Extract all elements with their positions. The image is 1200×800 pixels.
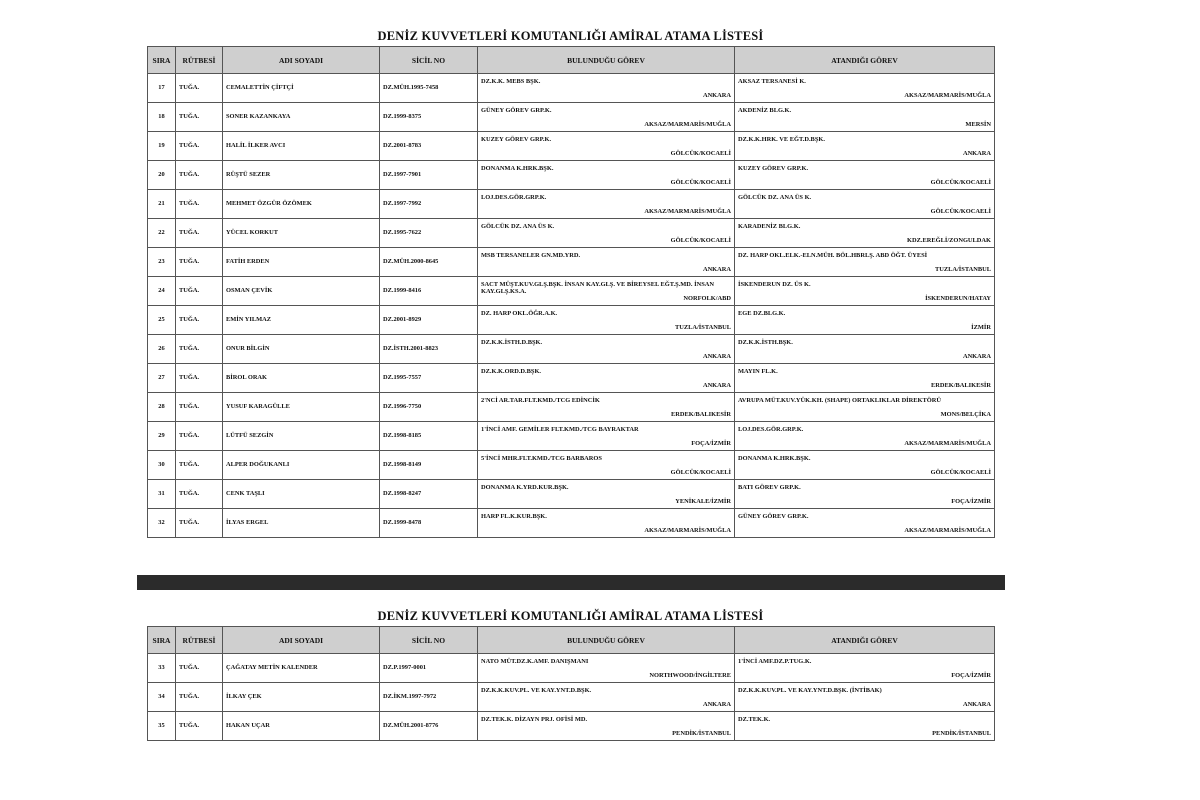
row-rutbe: TUĞA. — [176, 480, 223, 509]
row-sicil-no: DZ.2001-8929 — [380, 306, 478, 335]
row-atandigi-gorev — [738, 393, 991, 420]
row-bulundugu-gorev-cell — [478, 306, 735, 335]
row-rutbe: TUĞA. — [176, 335, 223, 364]
row-bulundugu-gorev — [481, 103, 731, 130]
col-header-sicil: SİCİL NO — [380, 47, 478, 74]
row-bulundugu-gorev-location: ANKARA — [702, 700, 731, 708]
col-header-bulundugu: BULUNDUĞU GÖREV — [478, 47, 735, 74]
table-row — [148, 509, 995, 538]
row-bulundugu-gorev-cell — [478, 364, 735, 393]
row-sira: 25 — [148, 306, 176, 335]
row-ad-soyad: ONUR BİLGİN — [223, 335, 380, 364]
table-row — [148, 161, 995, 190]
row-atandigi-gorev — [738, 335, 991, 362]
row-atandigi-gorev-location: FOÇA/İZMİR — [951, 497, 991, 505]
row-sira: 24 — [148, 277, 176, 306]
table-row — [148, 451, 995, 480]
table-body-1 — [148, 74, 995, 538]
row-bulundugu-gorev-location: ANKARA — [702, 381, 731, 389]
col-header-atandigi: ATANDIĞI GÖREV — [735, 47, 995, 74]
row-sira: 27 — [148, 364, 176, 393]
row-atandigi-gorev-cell — [735, 248, 995, 277]
row-atandigi-gorev-cell — [735, 393, 995, 422]
row-sira: 30 — [148, 451, 176, 480]
row-atandigi-gorev — [738, 712, 991, 739]
row-bulundugu-gorev-cell — [478, 712, 735, 741]
col-header-rutbe: RÜTBESİ — [176, 47, 223, 74]
row-atandigi-gorev-unit: EGE DZ.BLG.K. — [738, 310, 786, 317]
row-atandigi-gorev — [738, 248, 991, 275]
row-sicil-no: DZ.İKM.1997-7972 — [380, 683, 478, 712]
row-atandigi-gorev-cell — [735, 161, 995, 190]
row-sicil-no: DZ.1999-8416 — [380, 277, 478, 306]
row-rutbe: TUĞA. — [176, 364, 223, 393]
row-sicil-no: DZ.1995-7557 — [380, 364, 478, 393]
row-rutbe: TUĞA. — [176, 683, 223, 712]
row-bulundugu-gorev-unit: NATO MÜT.DZ.K.AMF. DANIŞMANI — [481, 658, 589, 665]
table-row — [148, 277, 995, 306]
row-bulundugu-gorev-unit: SACT MÜŞT.KUV.GLŞ.BŞK. İNSAN KAY.GLŞ. VE BİREYSEL EĞT.Ş.MD. İNSAN KAY.GLŞ.KS.A. — [481, 281, 714, 296]
row-bulundugu-gorev — [481, 306, 731, 333]
table-row — [148, 654, 995, 683]
table-row — [148, 306, 995, 335]
assignment-sheet-page-1 — [147, 26, 994, 538]
row-sira: 32 — [148, 509, 176, 538]
row-sira: 19 — [148, 132, 176, 161]
row-atandigi-gorev — [738, 277, 991, 304]
row-bulundugu-gorev-cell — [478, 103, 735, 132]
row-bulundugu-gorev-location: YENİKALE/İZMİR — [675, 497, 731, 505]
row-bulundugu-gorev — [481, 190, 731, 217]
row-bulundugu-gorev-cell — [478, 335, 735, 364]
row-sicil-no: DZ.P.1997-0001 — [380, 654, 478, 683]
row-atandigi-gorev-cell — [735, 219, 995, 248]
row-bulundugu-gorev — [481, 654, 731, 681]
row-sira: 34 — [148, 683, 176, 712]
row-bulundugu-gorev-cell — [478, 451, 735, 480]
row-atandigi-gorev-location: TUZLA/İSTANBUL — [935, 265, 991, 273]
row-bulundugu-gorev-location: AKSAZ/MARMARİS/MUĞLA — [644, 120, 731, 128]
row-bulundugu-gorev-cell — [478, 132, 735, 161]
row-sira: 26 — [148, 335, 176, 364]
row-ad-soyad: CEMALETTİN ÇİFTÇİ — [223, 74, 380, 103]
row-bulundugu-gorev — [481, 248, 731, 275]
document-title: DENİZ KUVVETLERİ KOMUTANLIĞI AMİRAL ATAMA LİSTESİ — [377, 609, 764, 623]
row-bulundugu-gorev — [481, 712, 731, 739]
row-atandigi-gorev-cell — [735, 364, 995, 393]
row-atandigi-gorev-cell — [735, 451, 995, 480]
row-atandigi-gorev-unit: LOJ.DES.GÖR.GRP.K. — [738, 426, 804, 433]
row-bulundugu-gorev-location: ANKARA — [702, 265, 731, 273]
row-atandigi-gorev-unit: BATI GÖREV GRP.K. — [738, 484, 801, 491]
row-bulundugu-gorev-unit: 5'İNCİ MHR.FLT.KMD./TCG BARBAROS — [481, 455, 602, 462]
row-bulundugu-gorev-cell — [478, 190, 735, 219]
row-sira: 31 — [148, 480, 176, 509]
row-atandigi-gorev-cell — [735, 103, 995, 132]
row-sicil-no: DZ.1998-8149 — [380, 451, 478, 480]
row-sira: 33 — [148, 654, 176, 683]
row-sicil-no: DZ.MÜH.1995-7458 — [380, 74, 478, 103]
row-bulundugu-gorev-cell — [478, 393, 735, 422]
row-ad-soyad: HAKAN UÇAR — [223, 712, 380, 741]
row-sira: 22 — [148, 219, 176, 248]
row-bulundugu-gorev — [481, 393, 731, 420]
row-atandigi-gorev — [738, 190, 991, 217]
row-bulundugu-gorev-unit: 1'İNCİ AMF. GEMİLER FLT.KMD./TCG BAYRAKTAR — [481, 426, 639, 433]
row-bulundugu-gorev-cell — [478, 683, 735, 712]
row-rutbe: TUĞA. — [176, 712, 223, 741]
row-atandigi-gorev-unit: 1'İNCİ AMF.DZ.P.TUG.K. — [738, 658, 812, 665]
table-row — [148, 219, 995, 248]
assignment-sheet-page-2 — [147, 606, 994, 741]
row-bulundugu-gorev-unit: KUZEY GÖREV GRP.K. — [481, 136, 552, 143]
row-bulundugu-gorev-cell — [478, 248, 735, 277]
row-atandigi-gorev — [738, 509, 991, 536]
row-sira: 18 — [148, 103, 176, 132]
row-bulundugu-gorev-location: GÖLCÜK/KOCAELİ — [670, 236, 731, 244]
row-bulundugu-gorev-unit: DZ. HARP OKL.ÖĞR.A.K. — [481, 310, 558, 317]
row-atandigi-gorev-location: MONS/BELÇİKA — [940, 410, 991, 418]
table-row — [148, 103, 995, 132]
row-atandigi-gorev — [738, 161, 991, 188]
row-ad-soyad: OSMAN ÇEVİK — [223, 277, 380, 306]
row-sicil-no: DZ.1999-8478 — [380, 509, 478, 538]
row-sicil-no: DZ.1998-8185 — [380, 422, 478, 451]
row-sira: 17 — [148, 74, 176, 103]
row-rutbe: TUĞA. — [176, 219, 223, 248]
row-bulundugu-gorev-unit: DZ.K.K.KUV.PL. VE KAY.YNT.D.BŞK. — [481, 687, 592, 694]
row-atandigi-gorev-cell — [735, 132, 995, 161]
row-bulundugu-gorev-location: GÖLCÜK/KOCAELİ — [670, 149, 731, 157]
row-atandigi-gorev — [738, 654, 991, 681]
row-atandigi-gorev-location: ANKARA — [962, 352, 991, 360]
row-bulundugu-gorev-location: NORTHWOOD/İNGİLTERE — [649, 671, 731, 679]
table-row — [148, 132, 995, 161]
row-atandigi-gorev-cell — [735, 654, 995, 683]
row-sicil-no: DZ.1997-7992 — [380, 190, 478, 219]
row-bulundugu-gorev — [481, 161, 731, 188]
row-bulundugu-gorev-location: TUZLA/İSTANBUL — [675, 323, 731, 331]
row-bulundugu-gorev-cell — [478, 422, 735, 451]
row-atandigi-gorev — [738, 480, 991, 507]
row-ad-soyad: FATİH ERDEN — [223, 248, 380, 277]
row-atandigi-gorev — [738, 219, 991, 246]
row-atandigi-gorev-cell — [735, 277, 995, 306]
col-header-sira: SIRA — [148, 627, 176, 654]
table-header-row — [148, 627, 995, 654]
row-atandigi-gorev — [738, 364, 991, 391]
row-ad-soyad: BİROL ORAK — [223, 364, 380, 393]
row-atandigi-gorev-unit: DZ.K.K.İSTH.BŞK. — [738, 339, 793, 346]
row-bulundugu-gorev-unit: DONANMA K.YRD.KUR.BŞK. — [481, 484, 569, 491]
row-atandigi-gorev-location: İZMİR — [971, 323, 991, 331]
col-header-rutbe: RÜTBESİ — [176, 627, 223, 654]
row-atandigi-gorev-unit: DZ.K.K.KUV.PL. VE KAY.YNT.D.BŞK. (İNTİBAK) — [738, 687, 882, 694]
row-bulundugu-gorev-unit: GÖLCÜK DZ. ANA ÜS K. — [481, 223, 555, 230]
col-header-sira: SIRA — [148, 47, 176, 74]
row-ad-soyad: RÜŞTÜ SEZER — [223, 161, 380, 190]
row-rutbe: TUĞA. — [176, 132, 223, 161]
row-ad-soyad: MEHMET ÖZGÜR ÖZÖMEK — [223, 190, 380, 219]
row-atandigi-gorev-location: AKSAZ/MARMARİS/MUĞLA — [904, 91, 991, 99]
row-ad-soyad: EMİN YILMAZ — [223, 306, 380, 335]
row-bulundugu-gorev-location: ANKARA — [702, 352, 731, 360]
row-atandigi-gorev-location: GÖLCÜK/KOCAELİ — [930, 468, 991, 476]
row-sicil-no: DZ.MÜH.2001-8776 — [380, 712, 478, 741]
row-bulundugu-gorev-unit: GÜNEY GÖREV GRP.K. — [481, 107, 552, 114]
row-ad-soyad: İLYAS ERGEL — [223, 509, 380, 538]
row-atandigi-gorev-location: KDZ.EREĞLİ/ZONGULDAK — [907, 236, 991, 244]
row-bulundugu-gorev-unit: DZ.K.K.İSTH.D.BŞK. — [481, 339, 543, 346]
row-rutbe: TUĞA. — [176, 393, 223, 422]
row-ad-soyad: HALİL İLKER AVCI — [223, 132, 380, 161]
row-atandigi-gorev-unit: DZ.K.K.HRK. VE EĞT.D.BŞK. — [738, 136, 825, 143]
row-bulundugu-gorev — [481, 74, 731, 101]
col-header-sicil: SİCİL NO — [380, 627, 478, 654]
row-bulundugu-gorev — [481, 451, 731, 478]
row-atandigi-gorev-unit: DZ.TEK.K. — [738, 716, 771, 723]
row-rutbe: TUĞA. — [176, 74, 223, 103]
row-rutbe: TUĞA. — [176, 654, 223, 683]
row-sicil-no: DZ.MÜH.2000-8645 — [380, 248, 478, 277]
row-atandigi-gorev-cell — [735, 509, 995, 538]
row-bulundugu-gorev-unit: MSB TERSANELER GN.MD.YRD. — [481, 252, 581, 259]
row-atandigi-gorev — [738, 103, 991, 130]
row-atandigi-gorev-unit: KARADENİZ BLG.K. — [738, 223, 801, 230]
row-sira: 23 — [148, 248, 176, 277]
row-rutbe: TUĞA. — [176, 277, 223, 306]
table-row — [148, 74, 995, 103]
row-atandigi-gorev-location: AKSAZ/MARMARİS/MUĞLA — [904, 526, 991, 534]
assignment-table-2 — [147, 626, 995, 741]
row-bulundugu-gorev-cell — [478, 654, 735, 683]
row-bulundugu-gorev-unit: 2'NCİ AR.TAR.FLT.KMD./TCG EDİNCİK — [481, 397, 600, 404]
row-ad-soyad: LÜTFÜ SEZGİN — [223, 422, 380, 451]
row-bulundugu-gorev — [481, 480, 731, 507]
row-bulundugu-gorev — [481, 422, 731, 449]
row-sicil-no: DZ.1995-7622 — [380, 219, 478, 248]
row-bulundugu-gorev — [481, 132, 731, 159]
row-atandigi-gorev-location: FOÇA/İZMİR — [951, 671, 991, 679]
row-bulundugu-gorev-cell — [478, 161, 735, 190]
row-ad-soyad: SONER KAZANKAYA — [223, 103, 380, 132]
row-atandigi-gorev-unit: AVRUPA MÜT.KUV.YÜK.KH. (SHAPE) ORTAKLIKLAR DİREKTÖRÜ — [738, 397, 941, 404]
row-rutbe: TUĞA. — [176, 190, 223, 219]
row-bulundugu-gorev-cell — [478, 277, 735, 306]
row-atandigi-gorev-cell — [735, 422, 995, 451]
row-bulundugu-gorev-unit: LOJ.DES.GÖR.GRP.K. — [481, 194, 547, 201]
row-sicil-no: DZ.1999-8375 — [380, 103, 478, 132]
row-ad-soyad: YÜCEL KORKUT — [223, 219, 380, 248]
row-atandigi-gorev-unit: AKDENİZ BLG.K. — [738, 107, 792, 114]
table-row — [148, 248, 995, 277]
row-bulundugu-gorev — [481, 335, 731, 362]
row-bulundugu-gorev-unit: HARP FL.K.KUR.BŞK. — [481, 513, 547, 520]
row-atandigi-gorev-location: GÖLCÜK/KOCAELİ — [930, 178, 991, 186]
row-sicil-no: DZ.1998-8247 — [380, 480, 478, 509]
row-atandigi-gorev-cell — [735, 306, 995, 335]
table-row — [148, 422, 995, 451]
row-atandigi-gorev-unit: İSKENDERUN DZ. ÜS K. — [738, 281, 811, 288]
row-rutbe: TUĞA. — [176, 248, 223, 277]
row-atandigi-gorev-cell — [735, 683, 995, 712]
row-atandigi-gorev-location: ANKARA — [962, 700, 991, 708]
row-bulundugu-gorev — [481, 277, 731, 304]
row-bulundugu-gorev-location: AKSAZ/MARMARİS/MUĞLA — [644, 207, 731, 215]
table-row — [148, 190, 995, 219]
row-sicil-no: DZ.1996-7750 — [380, 393, 478, 422]
row-bulundugu-gorev-location: NORFOLK/ABD — [683, 294, 731, 302]
row-bulundugu-gorev-location: ANKARA — [702, 91, 731, 99]
table-row — [148, 712, 995, 741]
col-header-atandigi: ATANDIĞI GÖREV — [735, 627, 995, 654]
table-row — [148, 683, 995, 712]
row-sira: 35 — [148, 712, 176, 741]
row-atandigi-gorev-cell — [735, 190, 995, 219]
row-bulundugu-gorev-location: ERDEK/BALIKESİR — [670, 410, 731, 418]
row-atandigi-gorev — [738, 683, 991, 710]
row-ad-soyad: ÇAĞATAY METİN KALENDER — [223, 654, 380, 683]
row-rutbe: TUĞA. — [176, 509, 223, 538]
row-atandigi-gorev — [738, 74, 991, 101]
row-atandigi-gorev-unit: DONANMA K.HRK.BŞK. — [738, 455, 811, 462]
row-atandigi-gorev-cell — [735, 335, 995, 364]
row-bulundugu-gorev-unit: DONANMA K.HRK.BŞK. — [481, 165, 554, 172]
col-header-bulundugu: BULUNDUĞU GÖREV — [478, 627, 735, 654]
row-bulundugu-gorev — [481, 509, 731, 536]
row-ad-soyad: YUSUF KARAGÜLLE — [223, 393, 380, 422]
row-bulundugu-gorev-cell — [478, 74, 735, 103]
page-divider — [137, 575, 1005, 590]
row-rutbe: TUĞA. — [176, 422, 223, 451]
table-row — [148, 480, 995, 509]
row-atandigi-gorev — [738, 306, 991, 333]
row-atandigi-gorev-cell — [735, 480, 995, 509]
row-atandigi-gorev-unit: DZ. HARP OKL.ELK.-ELN.MÜH. BÖL.HBRLŞ. ABD ÖĞT. ÜYESİ — [738, 252, 928, 259]
row-bulundugu-gorev-location: GÖLCÜK/KOCAELİ — [670, 468, 731, 476]
document-title: DENİZ KUVVETLERİ KOMUTANLIĞI AMİRAL ATAMA LİSTESİ — [377, 29, 764, 43]
assignment-table-1 — [147, 46, 995, 538]
row-bulundugu-gorev-location: AKSAZ/MARMARİS/MUĞLA — [644, 526, 731, 534]
row-atandigi-gorev-location: ERDEK/BALIKESİR — [930, 381, 991, 389]
row-bulundugu-gorev-cell — [478, 509, 735, 538]
row-atandigi-gorev-location: İSKENDERUN/HATAY — [925, 294, 991, 302]
table-row — [148, 393, 995, 422]
row-rutbe: TUĞA. — [176, 161, 223, 190]
row-atandigi-gorev-location: MERSİN — [965, 120, 991, 128]
col-header-ad: ADI SOYADI — [223, 627, 380, 654]
row-bulundugu-gorev-location: FOÇA/İZMİR — [691, 439, 731, 447]
table-body-2 — [148, 654, 995, 741]
row-atandigi-gorev-unit: AKSAZ TERSANESİ K. — [738, 78, 806, 85]
row-ad-soyad: CENK TAŞLI — [223, 480, 380, 509]
row-ad-soyad: İLKAY ÇEK — [223, 683, 380, 712]
row-sira: 29 — [148, 422, 176, 451]
row-atandigi-gorev — [738, 451, 991, 478]
row-bulundugu-gorev-cell — [478, 480, 735, 509]
row-rutbe: TUĞA. — [176, 306, 223, 335]
row-atandigi-gorev-location: PENDİK/İSTANBUL — [932, 729, 991, 737]
row-rutbe: TUĞA. — [176, 451, 223, 480]
row-sicil-no: DZ.İSTH.2001-8823 — [380, 335, 478, 364]
row-sira: 28 — [148, 393, 176, 422]
row-atandigi-gorev-unit: GÖLCÜK DZ. ANA ÜS K. — [738, 194, 812, 201]
row-sicil-no: DZ.1997-7901 — [380, 161, 478, 190]
row-atandigi-gorev-location: ANKARA — [962, 149, 991, 157]
row-atandigi-gorev-location: GÖLCÜK/KOCAELİ — [930, 207, 991, 215]
row-bulundugu-gorev-location: PENDİK/İSTANBUL — [672, 729, 731, 737]
row-atandigi-gorev-location: AKSAZ/MARMARİS/MUĞLA — [904, 439, 991, 447]
row-atandigi-gorev — [738, 422, 991, 449]
row-atandigi-gorev-unit: KUZEY GÖREV GRP.K. — [738, 165, 809, 172]
table-row — [148, 364, 995, 393]
row-bulundugu-gorev-unit: DZ.K.K.ORD.D.BŞK. — [481, 368, 542, 375]
row-atandigi-gorev-unit: GÜNEY GÖREV GRP.K. — [738, 513, 809, 520]
col-header-ad: ADI SOYADI — [223, 47, 380, 74]
row-sira: 21 — [148, 190, 176, 219]
row-atandigi-gorev-cell — [735, 712, 995, 741]
row-bulundugu-gorev-location: GÖLCÜK/KOCAELİ — [670, 178, 731, 186]
table-row — [148, 335, 995, 364]
row-bulundugu-gorev-cell — [478, 219, 735, 248]
row-bulundugu-gorev — [481, 219, 731, 246]
row-sira: 20 — [148, 161, 176, 190]
table-header-row — [148, 47, 995, 74]
row-bulundugu-gorev-unit: DZ.TEK.K. DİZAYN PRJ. OFİSİ MD. — [481, 716, 588, 723]
row-bulundugu-gorev — [481, 364, 731, 391]
row-bulundugu-gorev — [481, 683, 731, 710]
row-rutbe: TUĞA. — [176, 103, 223, 132]
row-ad-soyad: ALPER DOĞUKANLI — [223, 451, 380, 480]
row-sicil-no: DZ.2001-8783 — [380, 132, 478, 161]
row-bulundugu-gorev-unit: DZ.K.K. MEBS BŞK. — [481, 78, 541, 85]
row-atandigi-gorev — [738, 132, 991, 159]
row-atandigi-gorev-unit: MAYIN FL.K. — [738, 368, 778, 375]
row-atandigi-gorev-cell — [735, 74, 995, 103]
